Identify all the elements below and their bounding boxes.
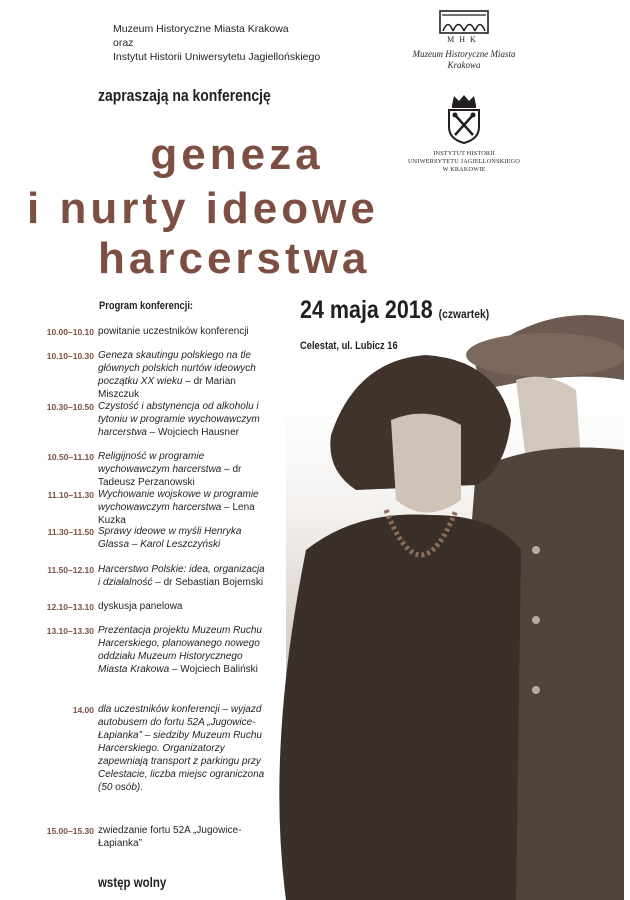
program-time: 12.10–13.10 [46, 602, 94, 612]
title-line-1: geneza [150, 130, 324, 179]
program-title: Religijność w programie wychowawczym harcerstwa [98, 451, 222, 475]
program-desc [98, 624, 268, 676]
uj-caption-3: W KRAKOWIE [442, 166, 486, 173]
program-speaker: zwiedzanie fortu 52A „Jugowice-Łapianka” [98, 825, 242, 849]
program-heading: Program konferencji: [99, 300, 194, 312]
mhk-caption-1: Muzeum Historyczne Miasta [412, 49, 516, 59]
program-time: 15.00–15.30 [46, 826, 94, 836]
program-title: Wychowanie wojskowe w programie wychowawczym harcerstwa [98, 489, 259, 513]
event-venue: Celestat, ul. Lubicz 16 [300, 340, 398, 352]
program-time: 11.10–11.30 [47, 490, 94, 500]
mhk-arches-icon [439, 10, 489, 44]
program-title: Harcerstwo Polskie: idea, organizacja i działalność [98, 564, 265, 588]
program-time: 13.10–13.30 [46, 626, 94, 636]
program-desc [98, 325, 268, 338]
uj-caption-2: UNIWERSYTETU JAGIELLOŃSKIEGO [408, 158, 520, 165]
mhk-letters: MHK [447, 35, 481, 44]
program-speaker: – dr Tadeusz Perzanowski [98, 464, 242, 488]
program-time: 11.30–11.50 [47, 527, 94, 537]
program-desc [98, 703, 268, 794]
program-title: Prezentacja projektu Muzeum Ruchu Harcerskiego, planowanego nowego oddziału Muzeum Historycznego Miasta Krakowa [98, 625, 262, 675]
program-title: Geneza skautingu polskiego na tle głównych polskich nurtów ideowych początku XX wieku [98, 350, 256, 387]
program-time: 10.50–11.10 [47, 452, 94, 462]
mhk-caption-2: Krakowa [447, 60, 481, 70]
event-date [300, 296, 489, 325]
program-speaker: dyskusja panelowa [98, 601, 183, 612]
program-desc [98, 400, 268, 439]
title-line-3: harcerstwa [98, 234, 371, 283]
program-speaker: – Wojciech Hausner [146, 427, 239, 438]
organizers-block [113, 22, 320, 64]
free-entry-note: wstęp wolny [98, 874, 167, 890]
historical-photo [246, 300, 624, 900]
program-speaker: – dr Marian Miszczuk [98, 376, 236, 400]
program-desc [98, 488, 268, 527]
invitation-text: zapraszają na konferencję [98, 86, 271, 105]
program-desc [98, 600, 268, 613]
mhk-logo [403, 10, 525, 71]
program-desc [98, 824, 268, 850]
program-time: 11.50–12.10 [47, 565, 94, 575]
program-time: 10.30–10.50 [46, 402, 94, 412]
organizer-museum: Muzeum Historyczne Miasta Krakowa [113, 23, 289, 35]
program-time: 14.00 [72, 705, 94, 715]
program-title: Sprawy ideowe w myśli Henryka Glassa – Karol Leszczyński [98, 526, 242, 550]
program-time: 10.10–10.30 [46, 351, 94, 361]
event-date-text: 24 maja 2018 [300, 296, 433, 324]
uj-caption-1: INSTYTUT HISTORII [433, 150, 495, 157]
title-line-2: i nurty ideowe [27, 184, 379, 233]
organizer-institute: Instytut Historii Uniwersytetu Jagiellońskiego [113, 51, 321, 63]
program-speaker: powitanie uczestników konferencji [98, 326, 249, 337]
program-time: 10.00–10.10 [46, 327, 94, 337]
event-weekday: (czwartek) [438, 307, 490, 321]
program-speaker: – Wojciech Baliński [169, 664, 258, 675]
program-desc [98, 349, 268, 401]
program-title: dla uczestników konferencji – wyjazd autobusem do fortu 52A „Jugowice-Łapianka” – siedziby Muzeum Ruchu Harcerskiego. Organizatorzy zapewniają transport z parkingu przy Celestacie, liczba miejsc ograniczona (50 osób). [98, 704, 265, 793]
organizer-and: oraz [113, 37, 134, 49]
program-desc [98, 563, 268, 589]
program-desc [98, 450, 268, 489]
program-title: Czystość i abstynencja od alkoholu i tytoniu w programie wychowawczym harcerstwa [98, 401, 260, 438]
program-speaker: – Lena Kuzka [98, 502, 255, 526]
program-desc [98, 525, 268, 551]
program-speaker: – dr Sebastian Bojemski [152, 577, 264, 588]
